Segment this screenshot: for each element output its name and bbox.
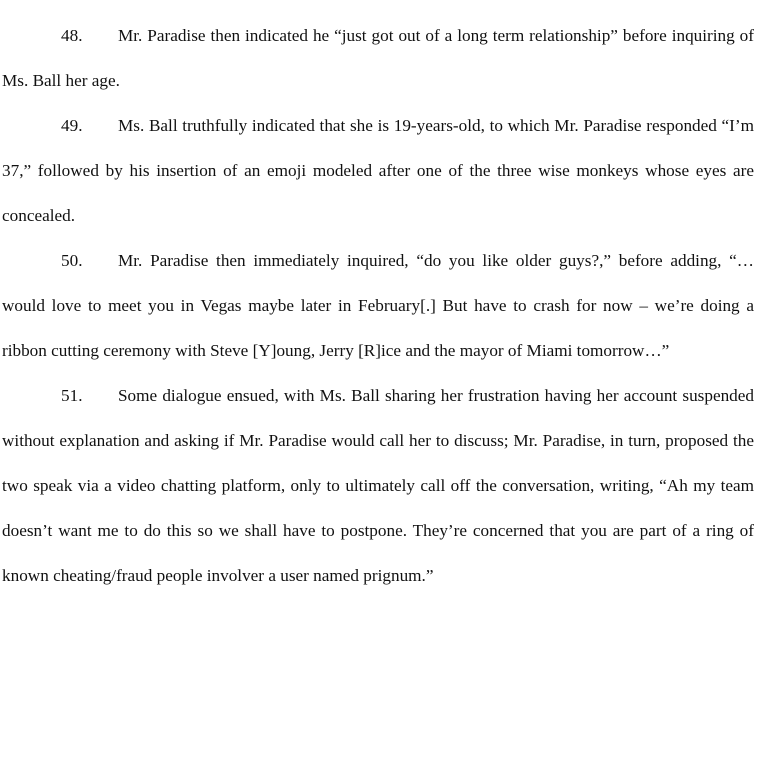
paragraph-number: 49. [61, 116, 83, 135]
paragraph-50 [2, 238, 754, 373]
paragraph-number: 50. [61, 251, 83, 270]
paragraph-number: 48. [61, 26, 83, 45]
paragraph-number: 51. [61, 386, 83, 405]
paragraph-51 [2, 373, 754, 598]
paragraph-text: Some dialogue ensued, with Ms. Ball sharing her frustration having her account suspended without explanation and asking if Mr. Paradise would call her to discuss; Mr. Paradise, in turn, proposed the two speak via a video chatting platform, only to ultimately call off the conversation, writing, “Ah my team doesn’t want me to do this so we shall have to postpone. They’re concerned that you are part of a ring of known cheating/fraud people involver a user named prignum.” [2, 386, 754, 585]
paragraph-text: Ms. Ball truthfully indicated that she is 19-years-old, to which Mr. Paradise responded “I’m 37,” followed by his insertion of an emoji modeled after one of the three wise monkeys whose eyes are concealed. [2, 116, 754, 225]
paragraph-49 [2, 103, 754, 238]
paragraph-text: Mr. Paradise then immediately inquired, “do you like older guys?,” before adding, “…would love to meet you in Vegas maybe later in February[.] But have to crash for now – we’re doing a ribbon cutting ceremony with Steve [Y]oung, Jerry [R]ice and the mayor of Miami tomorrow…” [2, 251, 754, 360]
paragraph-text: Mr. Paradise then indicated he “just got out of a long term relationship” before inquiring of Ms. Ball her age. [2, 26, 754, 90]
paragraph-48 [2, 13, 754, 103]
